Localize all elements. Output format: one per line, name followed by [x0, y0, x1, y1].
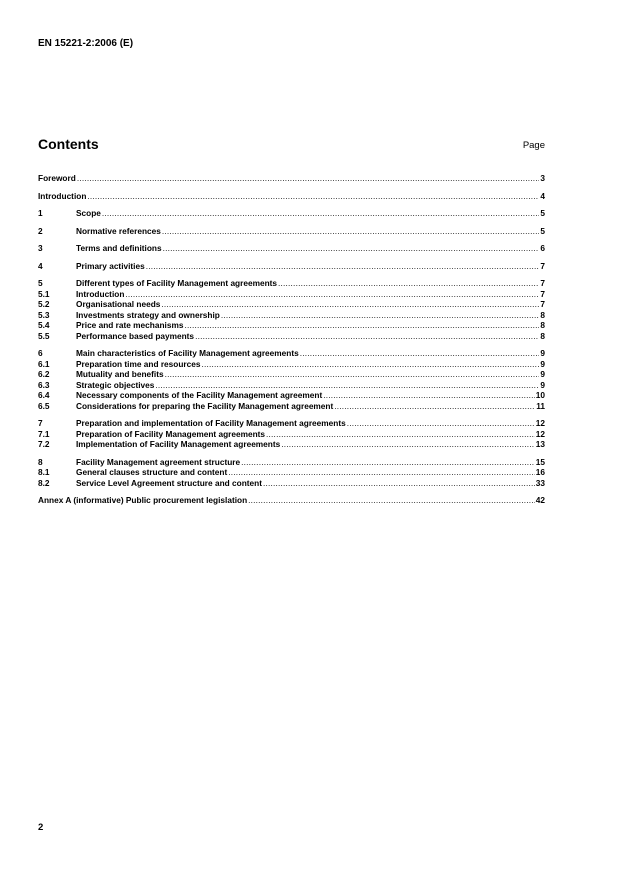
toc-entry-title: Implementation of Facility Management agreements: [76, 439, 281, 449]
toc-entry[interactable]: [38, 359, 545, 370]
toc-entry-number: 6.1: [38, 358, 50, 369]
toc-entry-number: 2: [38, 225, 43, 236]
toc-entry[interactable]: [38, 191, 545, 202]
toc-leader-dots: [334, 401, 535, 412]
toc-entry[interactable]: [38, 401, 545, 412]
page-number: 2: [38, 822, 44, 833]
toc-entry-page: 8: [540, 330, 545, 341]
toc-entry-number: 8.2: [38, 477, 50, 488]
toc-entry-number: 5.5: [38, 330, 50, 341]
toc-entry[interactable]: [38, 348, 545, 359]
toc-entry-title: Foreword: [38, 173, 76, 183]
toc-entry-title: General clauses structure and content: [76, 467, 228, 477]
toc-leader-dots: [163, 243, 540, 254]
toc-entry[interactable]: [38, 457, 545, 468]
toc-entry-page: 13: [535, 439, 545, 449]
toc-entry-page: 9: [540, 348, 545, 358]
toc-entry-number: 3: [38, 243, 43, 253]
toc-entry-page: 42: [535, 495, 545, 505]
toc-leader-dots: [278, 278, 539, 289]
toc-leader-dots: [266, 429, 535, 440]
toc-entry[interactable]: [38, 495, 545, 506]
toc-entry-number: 8.1: [38, 467, 50, 477]
toc-entry-page: 9: [540, 369, 545, 379]
toc-leader-dots: [221, 310, 540, 321]
toc-entry-title: Introduction: [38, 190, 87, 201]
toc-entry[interactable]: [38, 320, 545, 331]
toc-entry[interactable]: [38, 369, 545, 380]
toc-entry-title: Introduction: [76, 288, 125, 299]
toc-entry-title: Mutuality and benefits: [76, 369, 164, 379]
toc-entry[interactable]: [38, 173, 545, 184]
toc-entry[interactable]: [38, 429, 545, 440]
toc-entry[interactable]: [38, 310, 545, 321]
toc-entry-page: 6: [540, 243, 545, 253]
toc-entry-title: Considerations for preparing the Facility Management agreement: [76, 400, 334, 411]
toc-leader-dots: [162, 226, 540, 237]
toc-leader-dots: [155, 380, 539, 391]
toc-entry-number: 7.2: [38, 439, 50, 449]
toc-entry[interactable]: [38, 478, 545, 489]
toc-leader-dots: [165, 369, 540, 380]
toc-entry-page: 5: [540, 225, 545, 236]
toc-entry-number: 4: [38, 260, 43, 271]
toc-entry[interactable]: [38, 278, 545, 289]
toc-entry[interactable]: [38, 418, 545, 429]
toc-entry-title: Price and rate mechanisms: [76, 320, 184, 330]
toc-entry-title: Service Level Agreement structure and content: [76, 477, 262, 488]
toc-leader-dots: [102, 208, 539, 219]
toc-entry-number: 6.5: [38, 400, 50, 411]
toc-entry-page: 12: [535, 428, 545, 439]
toc-leader-dots: [241, 457, 535, 468]
toc-entry[interactable]: [38, 380, 545, 391]
toc-leader-dots: [248, 495, 535, 506]
toc-entry-title: Strategic objectives: [76, 379, 155, 390]
toc-entry-page: 7: [540, 299, 545, 309]
toc-entry-number: 7: [38, 418, 43, 428]
toc-entry-number: 6.4: [38, 390, 50, 400]
toc-entry[interactable]: [38, 208, 545, 219]
toc-entry-title: Organisational needs: [76, 299, 161, 309]
toc-leader-dots: [77, 173, 540, 184]
toc-entry-page: 5: [540, 208, 545, 218]
toc-entry[interactable]: [38, 467, 545, 478]
toc-leader-dots: [146, 261, 540, 272]
toc-entry-title: Preparation time and resources: [76, 358, 201, 369]
toc-leader-dots: [184, 320, 539, 331]
document-header: EN 15221-2:2006 (E): [38, 38, 134, 49]
toc-entry-page: 7: [540, 278, 545, 288]
toc-entry-page: 12: [535, 418, 545, 428]
toc-entry-page: 3: [540, 173, 545, 183]
toc-leader-dots: [347, 418, 535, 429]
toc-entry-title: Facility Management agreement structure: [76, 456, 241, 467]
toc-leader-dots: [125, 289, 539, 300]
toc-leader-dots: [300, 348, 540, 359]
toc-entry-page: 33: [535, 477, 545, 488]
toc-entry-number: 5.1: [38, 288, 50, 299]
toc-entry-title: Necessary components of the Facility Management agreement: [76, 390, 323, 400]
toc-entry[interactable]: [38, 226, 545, 237]
toc-entry-page: 10: [535, 390, 545, 400]
toc-leader-dots: [281, 439, 535, 450]
toc-entry-page: 15: [535, 456, 545, 467]
toc-entry-page: 7: [540, 260, 545, 271]
toc-entry-title: Investments strategy and ownership: [76, 309, 220, 320]
toc-entry-page: 8: [540, 320, 545, 330]
toc-entry-number: 5.2: [38, 299, 50, 309]
toc-entry-number: 6.3: [38, 379, 50, 390]
toc-entry-number: 5: [38, 278, 43, 288]
toc-entry-page: 9: [540, 379, 545, 390]
toc-entry[interactable]: [38, 243, 545, 254]
toc-entry-number: 6: [38, 348, 43, 358]
toc-entry[interactable]: [38, 390, 545, 401]
toc-leader-dots: [202, 359, 540, 370]
toc-leader-dots: [161, 299, 539, 310]
toc-entry-title: Different types of Facility Management agreements: [76, 278, 278, 288]
toc-entry[interactable]: [38, 299, 545, 310]
toc-leader-dots: [228, 467, 535, 478]
table-of-contents: [38, 173, 545, 506]
toc-leader-dots: [263, 478, 535, 489]
toc-leader-dots: [195, 331, 539, 342]
toc-leader-dots: [87, 191, 539, 202]
toc-entry-page: 8: [540, 309, 545, 320]
toc-entry-title: Normative references: [76, 225, 161, 236]
toc-entry-number: 1: [38, 208, 43, 218]
toc-entry[interactable]: [38, 439, 545, 450]
toc-entry-title: Scope: [76, 208, 101, 218]
page-title: Contents: [38, 136, 99, 152]
toc-entry[interactable]: [38, 331, 545, 342]
toc-entry-title: Primary activities: [76, 260, 145, 271]
toc-entry-page: 7: [540, 288, 545, 299]
toc-entry-title: Annex A (informative) Public procurement legislation: [38, 495, 248, 505]
page-column-label: Page: [522, 140, 545, 151]
toc-entry-title: Terms and definitions: [76, 243, 162, 253]
toc-entry-title: Main characteristics of Facility Management agreements: [76, 348, 299, 358]
toc-entry-title: Preparation of Facility Management agreements: [76, 428, 266, 439]
toc-entry-page: 11: [536, 400, 545, 411]
toc-leader-dots: [323, 390, 535, 401]
toc-entry-page: 4: [540, 190, 545, 201]
toc-entry-number: 5.4: [38, 320, 50, 330]
toc-entry-title: Performance based payments: [76, 330, 195, 341]
toc-entry[interactable]: [38, 289, 545, 300]
toc-entry-number: 7.1: [38, 428, 50, 439]
toc-entry-number: 8: [38, 456, 43, 467]
toc-entry-title: Preparation and implementation of Facility Management agreements: [76, 418, 346, 428]
toc-entry-number: 6.2: [38, 369, 50, 379]
toc-entry-page: 16: [535, 467, 545, 477]
toc-entry-page: 9: [540, 358, 545, 369]
toc-entry-number: 5.3: [38, 309, 50, 320]
toc-entry[interactable]: [38, 261, 545, 272]
